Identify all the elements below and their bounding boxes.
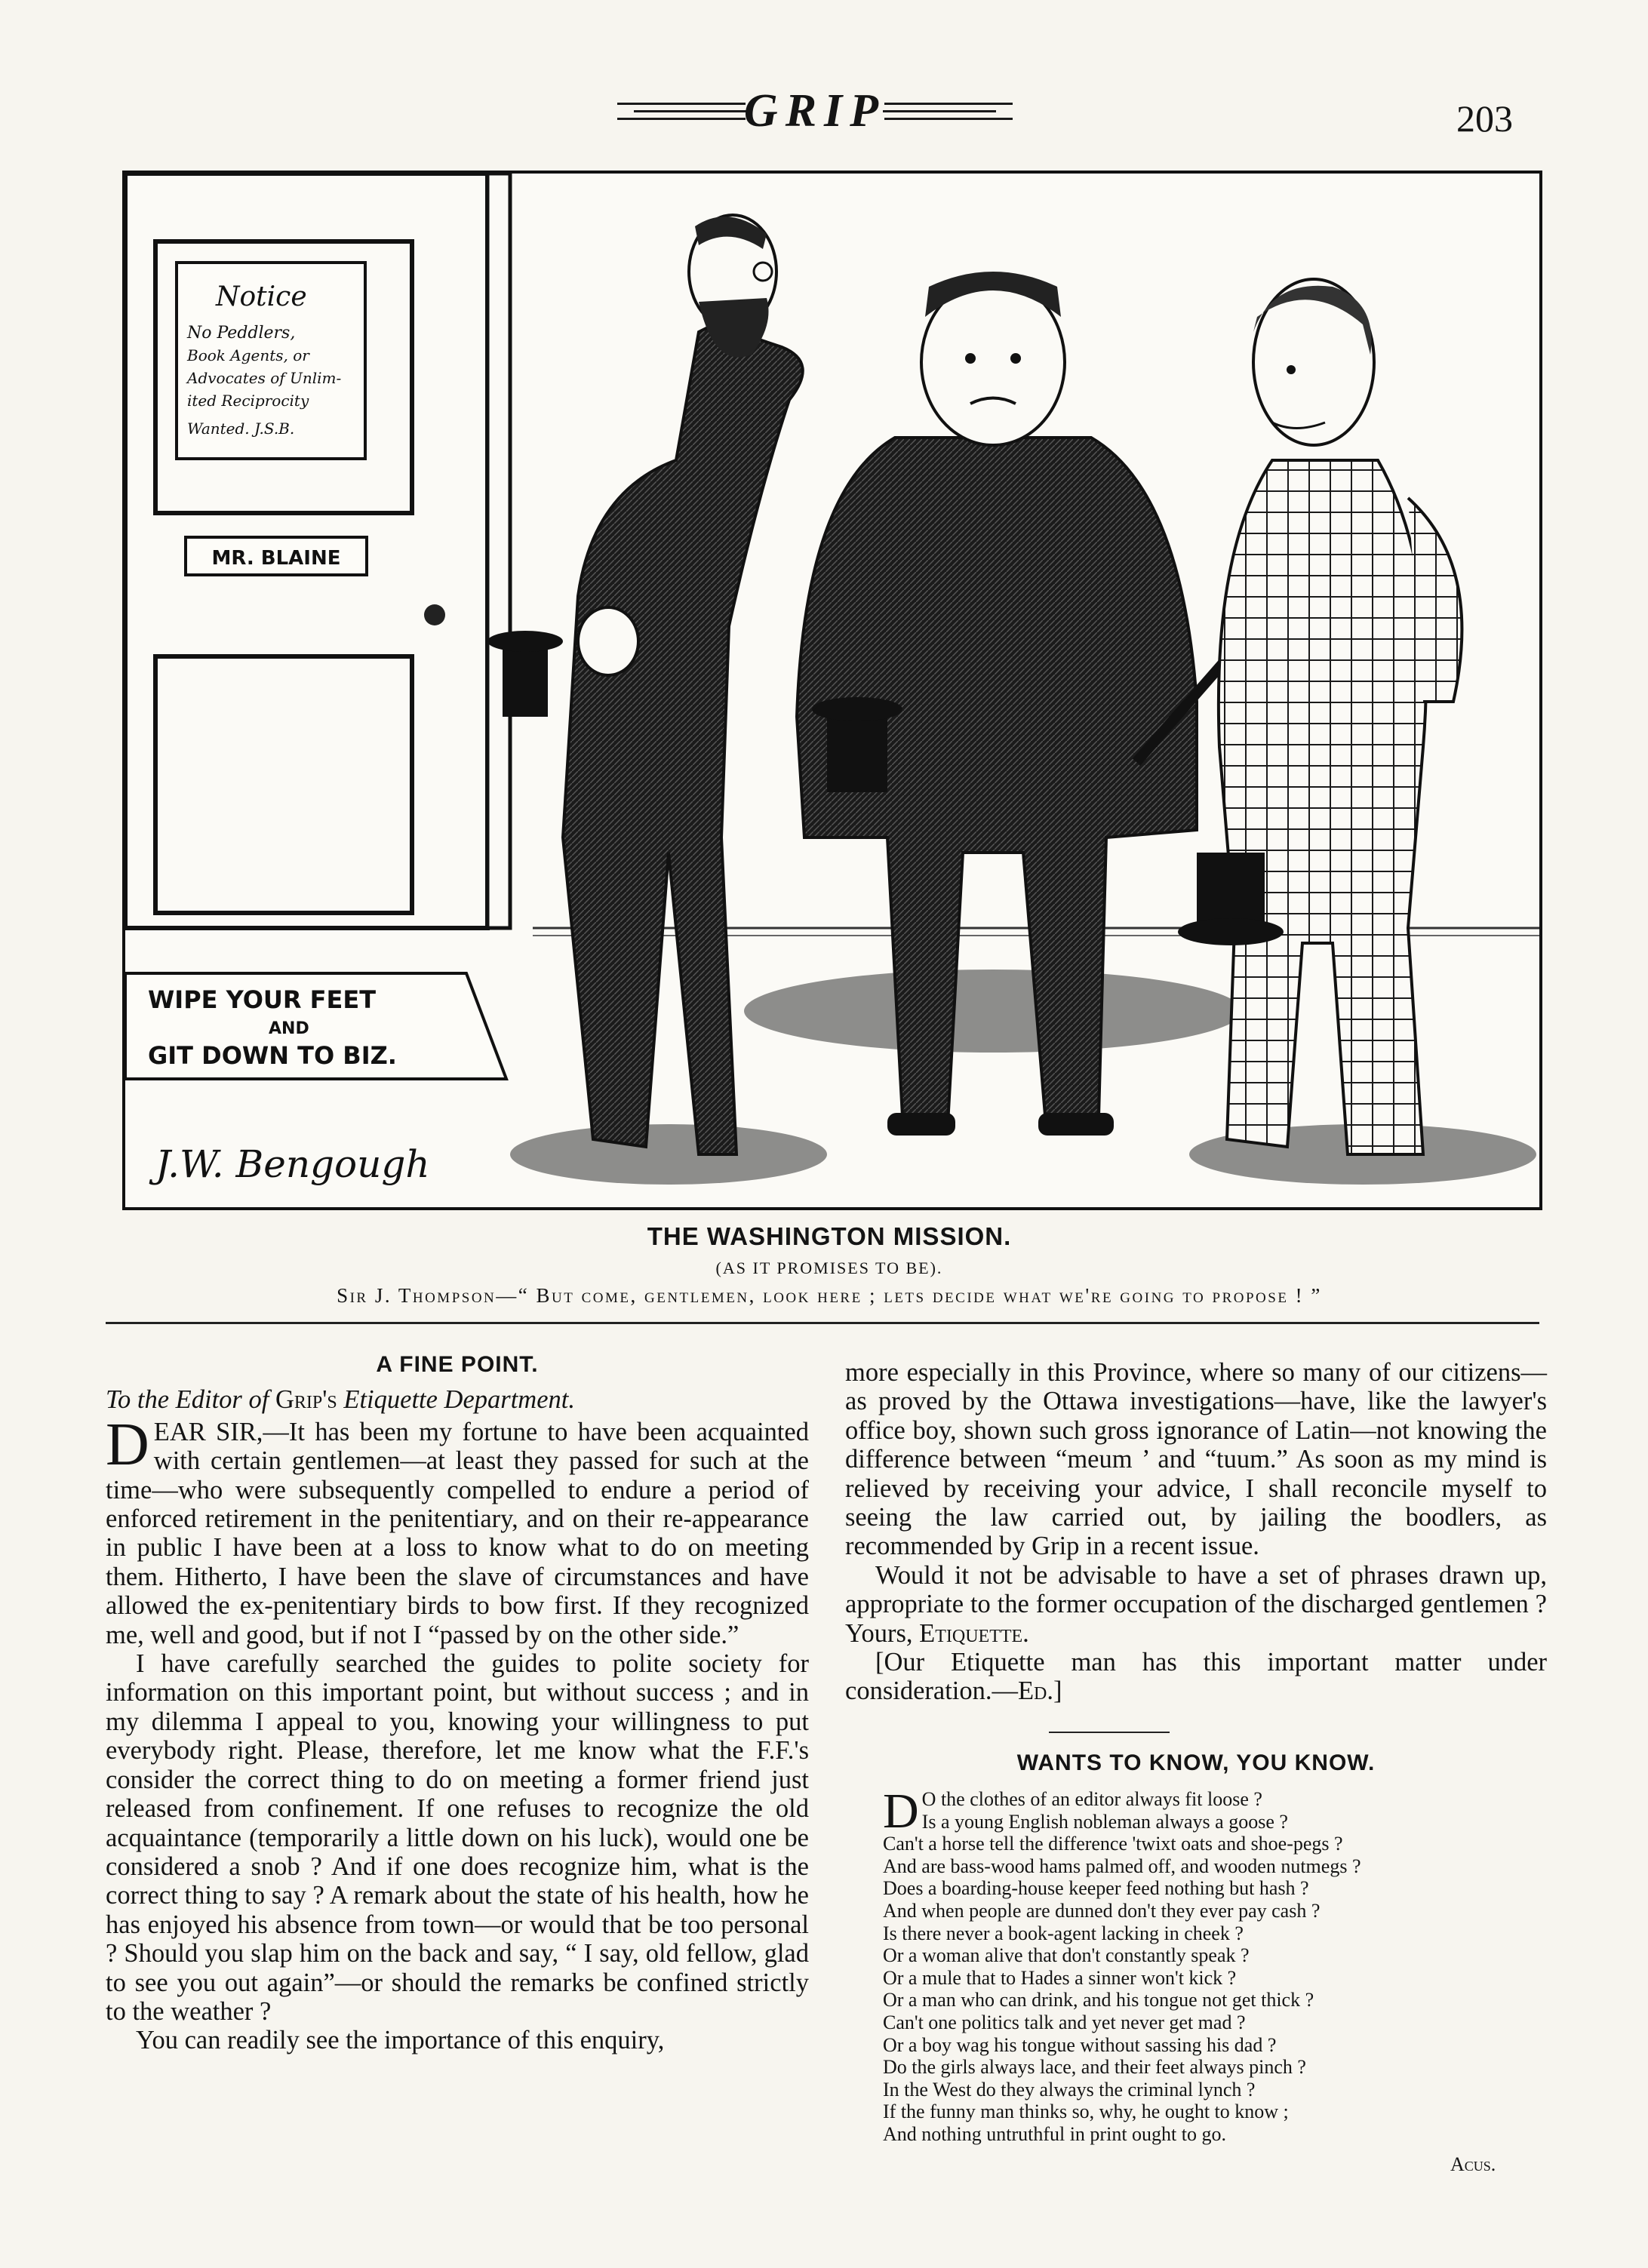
article-column-right bbox=[845, 1358, 1547, 1706]
article-column-left bbox=[106, 1351, 809, 2055]
caption-speaker: Sir J. Thompson bbox=[337, 1284, 497, 1307]
article-paragraph: I have carefully searched the guides to polite society for information on this important point, but without success ; and in my dilemma I appeal to you, knowing your willingness to put everybody right. Please, therefore, let me know what the F.F.'s consider the correct thing to do on meeting a former friend just released from confinement. If one refuses to recognize the old acquaintance (temporarily a little down on his luck), would one be considered a snob ? And if one does recognize him, what is the correct thing to say ? A remark about the state of his health, how he has enjoyed his absence from town—or would that be too personal ? Should you slap him on the back and say, “ I say, old fellow, glad to see you out again”—or should the remarks be confined strictly to the weather ? bbox=[106, 1649, 809, 2026]
poem-line: Can't one politics talk and yet never get mad ? bbox=[883, 2011, 1246, 2033]
caption-subtitle: (AS IT PROMISES TO BE). bbox=[715, 1258, 943, 1277]
drop-cap: D bbox=[106, 1411, 149, 1478]
page-number: 203 bbox=[1456, 97, 1513, 140]
doormat-line-1: WIPE YOUR FEET bbox=[148, 985, 377, 1014]
article-paragraph: DEAR SIR,—It has been my fortune to have been acquainted with certain gentlemen—at least they passed for such at the time—who were subsequently compelled to endure a period of enforced retirement in the penitentiary, and on their re-appearance in public I have been at a loss to know what to do on meeting them. Hitherto, I have been the slave of circumstances and have allowed the ex-penitentiary birds to bow first. If they recognized me, well and good, but if not I “passed by on the other side.” bbox=[106, 1411, 809, 1649]
caption-quote bbox=[122, 1284, 1536, 1308]
poem-author: Acus. bbox=[1450, 2153, 1496, 2175]
masthead bbox=[604, 81, 1026, 142]
poem-line: Or a mule that to Hades a sinner won't kick ? bbox=[883, 1966, 1237, 1989]
poem-line: Do the girls always lace, and their feet always pinch ? bbox=[883, 2056, 1306, 2079]
poem-line: D O the clothes of an editor always fit loose ? bbox=[883, 1784, 1262, 1839]
article-paragraph: more especially in this Province, where so many of our citizens—as proved by the Ottawa investigations—have, like the lawyer's office boy, shown such gross ignorance of Latin—not knowing the difference between “meum ’ and “tuum.” As soon as my mind is relieved by receiving your advice, I shall reconcile myself to seeing the law carried out, by jailing the boodlers, as recommended by Grip in a recent issue. bbox=[845, 1358, 1547, 1561]
poem-line: In the West do they always the criminal lynch ? bbox=[883, 2078, 1256, 2101]
doormat-line-2: AND bbox=[269, 1019, 309, 1038]
door-plate-text: MR. BLAINE bbox=[211, 547, 341, 570]
notice-title: Notice bbox=[216, 281, 307, 312]
poem-rule bbox=[1049, 1732, 1170, 1733]
artist-signature: J.W. Bengough bbox=[155, 1142, 430, 1186]
editor-note: [Our Etiquette man has this important matter under consideration.—Ed.] bbox=[845, 1648, 1547, 1706]
article-paragraph: You can readily see the importance of this enquiry, bbox=[136, 2026, 665, 2055]
poem-line: Or a man who can drink, and his tongue not get thick ? bbox=[883, 1989, 1314, 2011]
poem-line: And are bass-wood hams palmed off, and wooden nutmegs ? bbox=[883, 1855, 1361, 1877]
caption-title: THE WASHINGTON MISSION. bbox=[647, 1222, 1012, 1250]
poem-line: Can't a horse tell the difference 'twixt oats and shoe-pegs ? bbox=[883, 1833, 1343, 1855]
cartoon-drawing bbox=[125, 174, 1539, 1207]
poem-heading: WANTS TO KNOW, YOU KNOW. bbox=[1016, 1750, 1376, 1775]
poem-line: And when people are dunned don't they ever pay cash ? bbox=[883, 1899, 1321, 1922]
poem-line: Is there never a book-agent lacking in cheek ? bbox=[883, 1922, 1244, 1944]
notice-line: Wanted. J.S.B. bbox=[187, 419, 295, 438]
article-heading: A FINE POINT. bbox=[376, 1352, 539, 1377]
doormat-line-3: GIT DOWN TO BIZ. bbox=[148, 1041, 397, 1070]
poem-line: Does a boarding-house keeper feed nothing but hash ? bbox=[883, 1877, 1309, 1900]
poem-line: Is a young English nobleman always a goose ? bbox=[921, 1810, 1288, 1833]
notice-line: ited Reciprocity bbox=[187, 392, 309, 410]
poem-line: If the funny man thinks so, why, he ought to know ; bbox=[883, 2101, 1289, 2123]
notice-line: Book Agents, or bbox=[187, 346, 309, 364]
caption-quote-text: —“ But come, gentlemen, look here ; lets decide what we're going to propose ! ” bbox=[496, 1284, 1322, 1307]
article-paragraph: Would it not be advisable to have a set of phrases drawn up, appropriate to the former occupation of the discharged gentlemen ? Yours, Etiquette. bbox=[845, 1560, 1547, 1648]
notice-line: Advocates of Unlim- bbox=[187, 369, 342, 387]
poem-line: And nothing untruthful in print ought to go. bbox=[883, 2122, 1226, 2145]
masthead-title: GRIP bbox=[743, 85, 887, 137]
article-signature: Etiquette. bbox=[919, 1618, 1029, 1648]
poem-line: Or a boy wag his tongue without sassing his dad ? bbox=[883, 2033, 1277, 2056]
article-dedication: To the Editor of Grip's Etiquette Department. bbox=[106, 1385, 575, 1415]
drop-cap: D bbox=[883, 1784, 919, 1839]
poem-line: Or a woman alive that don't constantly speak ? bbox=[883, 1944, 1250, 1967]
caption-divider bbox=[106, 1322, 1539, 1324]
notice-line: No Peddlers, bbox=[187, 324, 296, 343]
cartoon-illustration bbox=[122, 171, 1542, 1210]
door-knob bbox=[424, 604, 445, 625]
poem bbox=[883, 1784, 1532, 2146]
